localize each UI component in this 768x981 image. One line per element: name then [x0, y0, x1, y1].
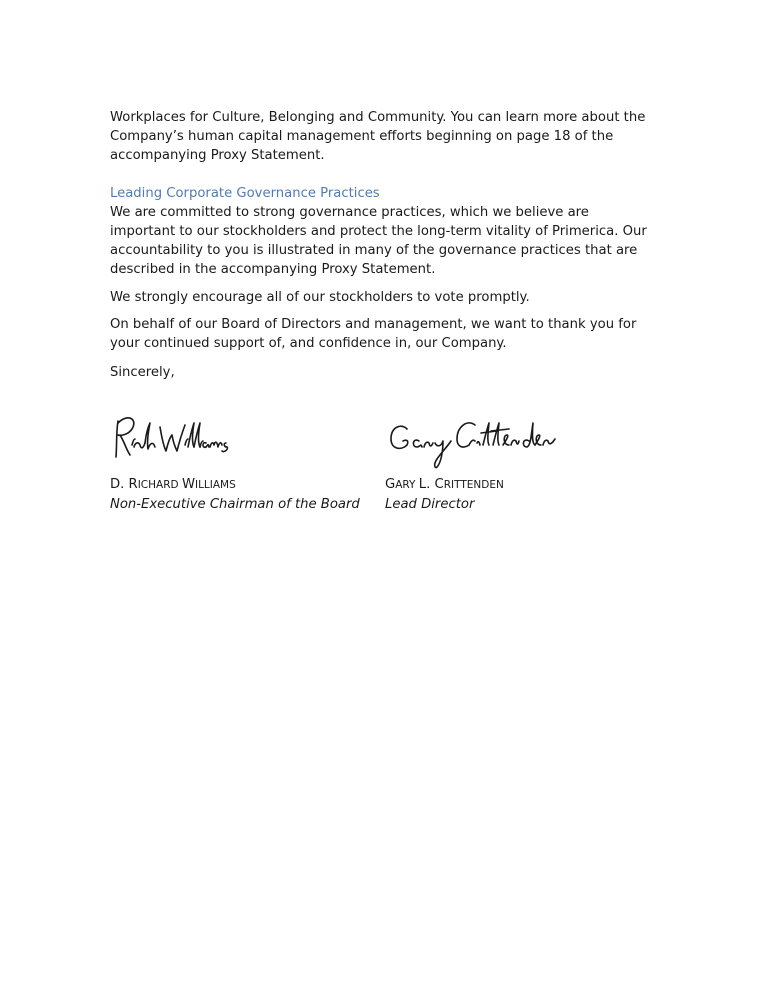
governance-paragraph: We are committed to strong governance practices, which we believe are important to our stockholders and protect the long-term vitality of Primerica. Our accountability to you is illustrated in many of the governance practices that are described in the accompanying Proxy Statement. [110, 205, 647, 277]
signatory-name: D. RICHARD WILLIAMS [110, 477, 236, 492]
signature-section [110, 405, 655, 525]
vote-paragraph: We strongly encourage all of our stockholders to vote promptly. [110, 290, 530, 305]
signatory-title: Non-Executive Chairman of the Board [110, 497, 360, 512]
signature-williams [110, 405, 250, 475]
intro-paragraph: Workplaces for Culture, Belonging and Community. You can learn more about the Company’s human capital management efforts beginning on page 18 of the accompanying Proxy Statement. [110, 110, 646, 163]
governance-heading: Leading Corporate Governance Practices [110, 186, 380, 201]
signatory-title: Lead Director [385, 497, 475, 512]
signatory-williams [110, 405, 360, 514]
closing-salutation: Sincerely, [110, 365, 175, 380]
thanks-paragraph: On behalf of our Board of Directors and management, we want to thank you for your continued support of, and confidence in, our Company. [110, 317, 637, 351]
signatory-name: GARY L. CRITTENDEN [385, 477, 504, 492]
signatory-crittenden [385, 405, 615, 514]
letter-body [110, 108, 655, 382]
signature-crittenden [385, 405, 615, 475]
